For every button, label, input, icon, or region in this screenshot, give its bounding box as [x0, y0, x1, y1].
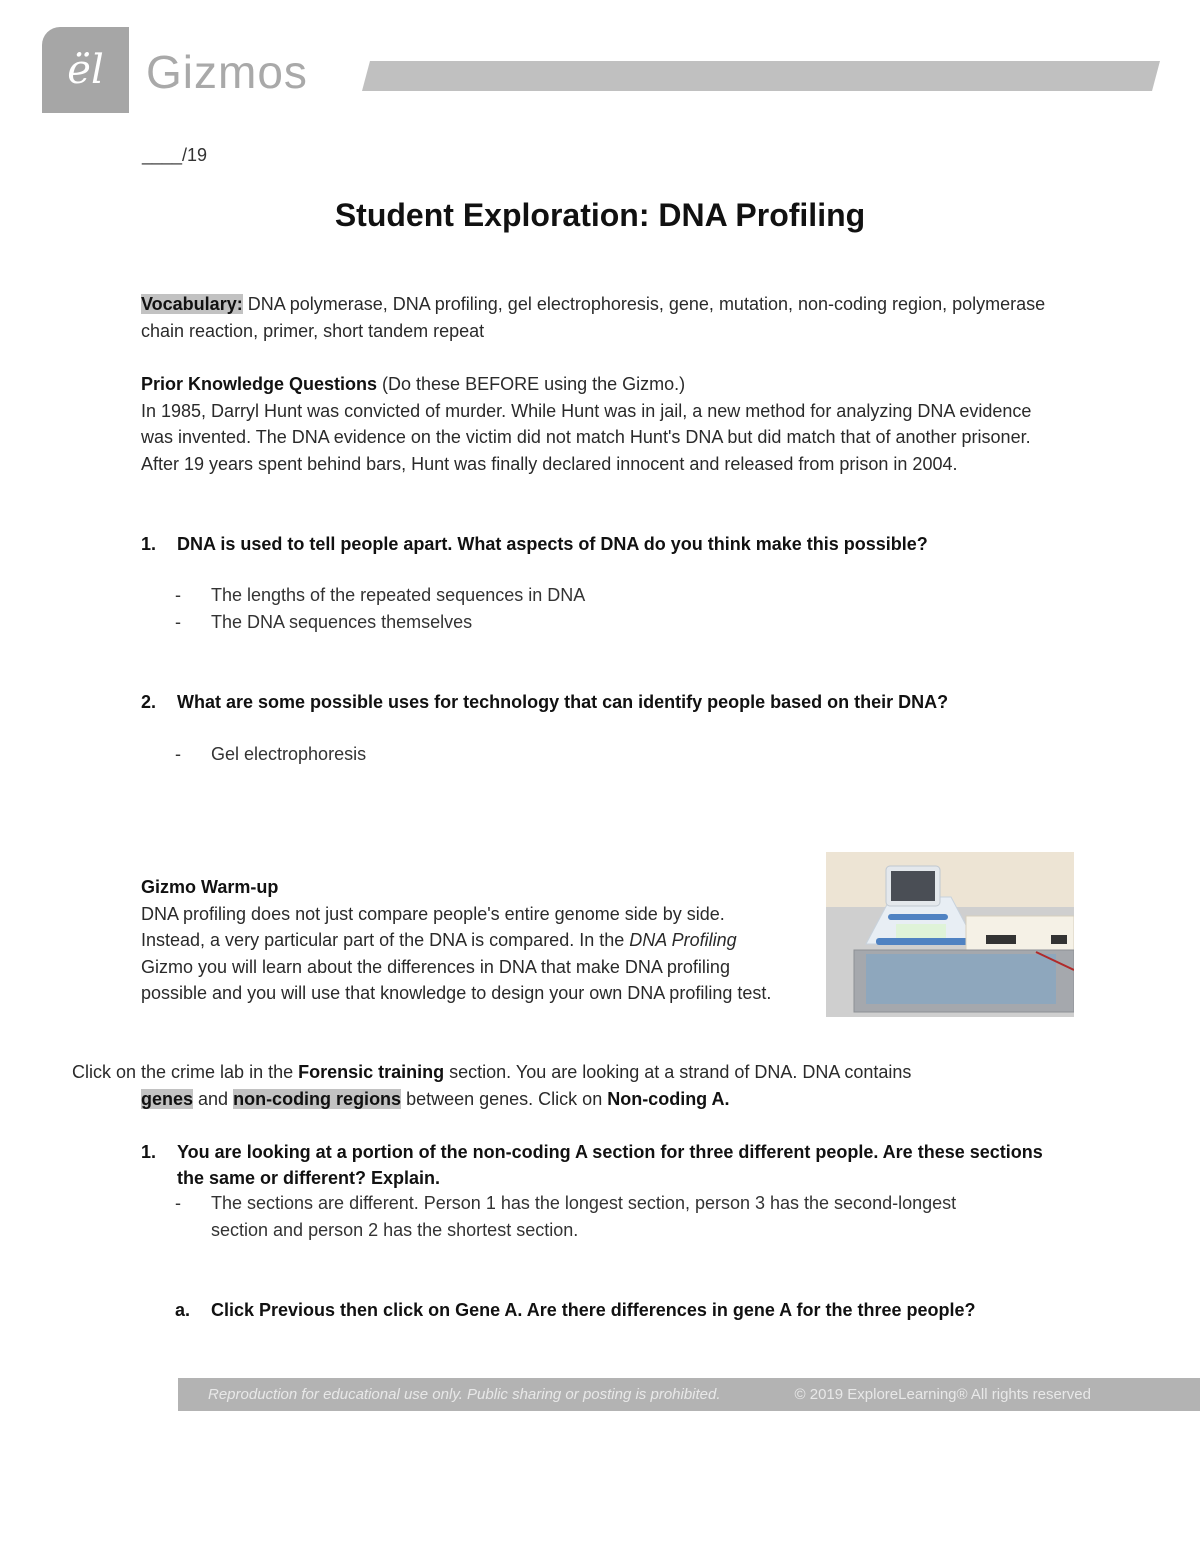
- el-logo-icon: ël: [67, 47, 104, 93]
- prior-knowledge-section: [141, 371, 1061, 477]
- prior-question-1: 1. DNA is used to tell people apart. What aspects of DNA do you think make this possible?: [141, 531, 1061, 557]
- footer-copyright: © 2019 ExploreLearning® All rights reserved: [794, 1386, 1091, 1403]
- answer-item: - The lengths of the repeated sequences in DNA: [175, 585, 586, 605]
- footer-bar: [178, 1378, 1200, 1411]
- page-title: Student Exploration: DNA Profiling: [334, 197, 866, 233]
- prior-knowledge-intro: In 1985, Darryl Hunt was convicted of murder. While Hunt was in jail, a new method for analyzing DNA evidence was invented. The DNA evidence on the victim did not match Hunt's DNA but did match that of another prisoner. After 19 years spent behind bars, Hunt was finally declared innocent and released from prison in 2004.: [141, 400, 1032, 474]
- footer-notice: Reproduction for educational use only. Public sharing or posting is prohibited.: [208, 1386, 721, 1403]
- answer-item: - The sections are different. Person 1 has the longest section, person 3 has the second-longest section and person 2 has the shortest section.: [175, 1193, 957, 1240]
- warmup-section: [141, 874, 781, 1007]
- vocabulary-text: DNA polymerase, DNA profiling, gel electrophoresis, gene, mutation, non-coding region, polymerase chain reaction, primer, short tandem repeat: [141, 294, 1046, 341]
- warmup-text: DNA profiling does not just compare people's entire genome side by side. Instead, a very particular part of the DNA is compared. In the DNA Profiling Gizmo you will learn about the differences in DNA that make DNA profiling possible and you will use that knowledge to design your own DNA profiling test.: [141, 903, 772, 1004]
- header-bar: [362, 61, 1160, 91]
- answer-item: - Gel electrophoresis: [175, 744, 367, 764]
- warmup-heading: Gizmo Warm-up: [141, 877, 279, 897]
- vocabulary-label: Vocabulary:: [141, 294, 243, 314]
- question-text: DNA is used to tell people apart. What aspects of DNA do you think make this possible?: [177, 534, 928, 554]
- prior-knowledge-heading: Prior Knowledge Questions: [141, 374, 378, 394]
- question-text: You are looking at a portion of the non-coding A section for three different people. Are these sections the same or different? Explain.: [177, 1142, 1043, 1188]
- prior-question-2: 2. What are some possible uses for technology that can identify people based on their DNA?: [141, 689, 1061, 715]
- explorelearning-logo: [42, 27, 129, 113]
- score-field: ____/19: [142, 145, 208, 165]
- answer-item: - The DNA sequences themselves: [175, 612, 473, 632]
- instructions-paragraph: Click on the crime lab in the Forensic training section. You are looking at a strand of DNA. DNA contains genes and non-coding regions between genes. Click on Non-coding A.: [72, 1062, 912, 1109]
- prior-knowledge-note: (Do these BEFORE using the Gizmo.): [377, 374, 686, 394]
- non-coding-regions-term: non-coding regions: [233, 1088, 402, 1109]
- genes-term: genes: [141, 1088, 194, 1109]
- activity-question-1: 1. You are looking at a portion of the non-coding A section for three different people. Are these sections the same or different? Explain.: [141, 1139, 1061, 1191]
- question-text: Click Previous then click on Gene A. Are there differences in gene A for the three people?: [211, 1300, 976, 1320]
- question-text: What are some possible uses for technology that can identify people based on their DNA?: [177, 692, 949, 712]
- activity-question-1a: a. Click Previous then click on Gene A. Are there differences in gene A for the three people?: [175, 1297, 1055, 1341]
- brand-name: Gizmos: [146, 46, 308, 98]
- vocabulary-section: [141, 291, 1061, 344]
- gel-electrophoresis-apparatus-icon: [826, 852, 1074, 1017]
- gizmo-lab-image: [826, 852, 1074, 1017]
